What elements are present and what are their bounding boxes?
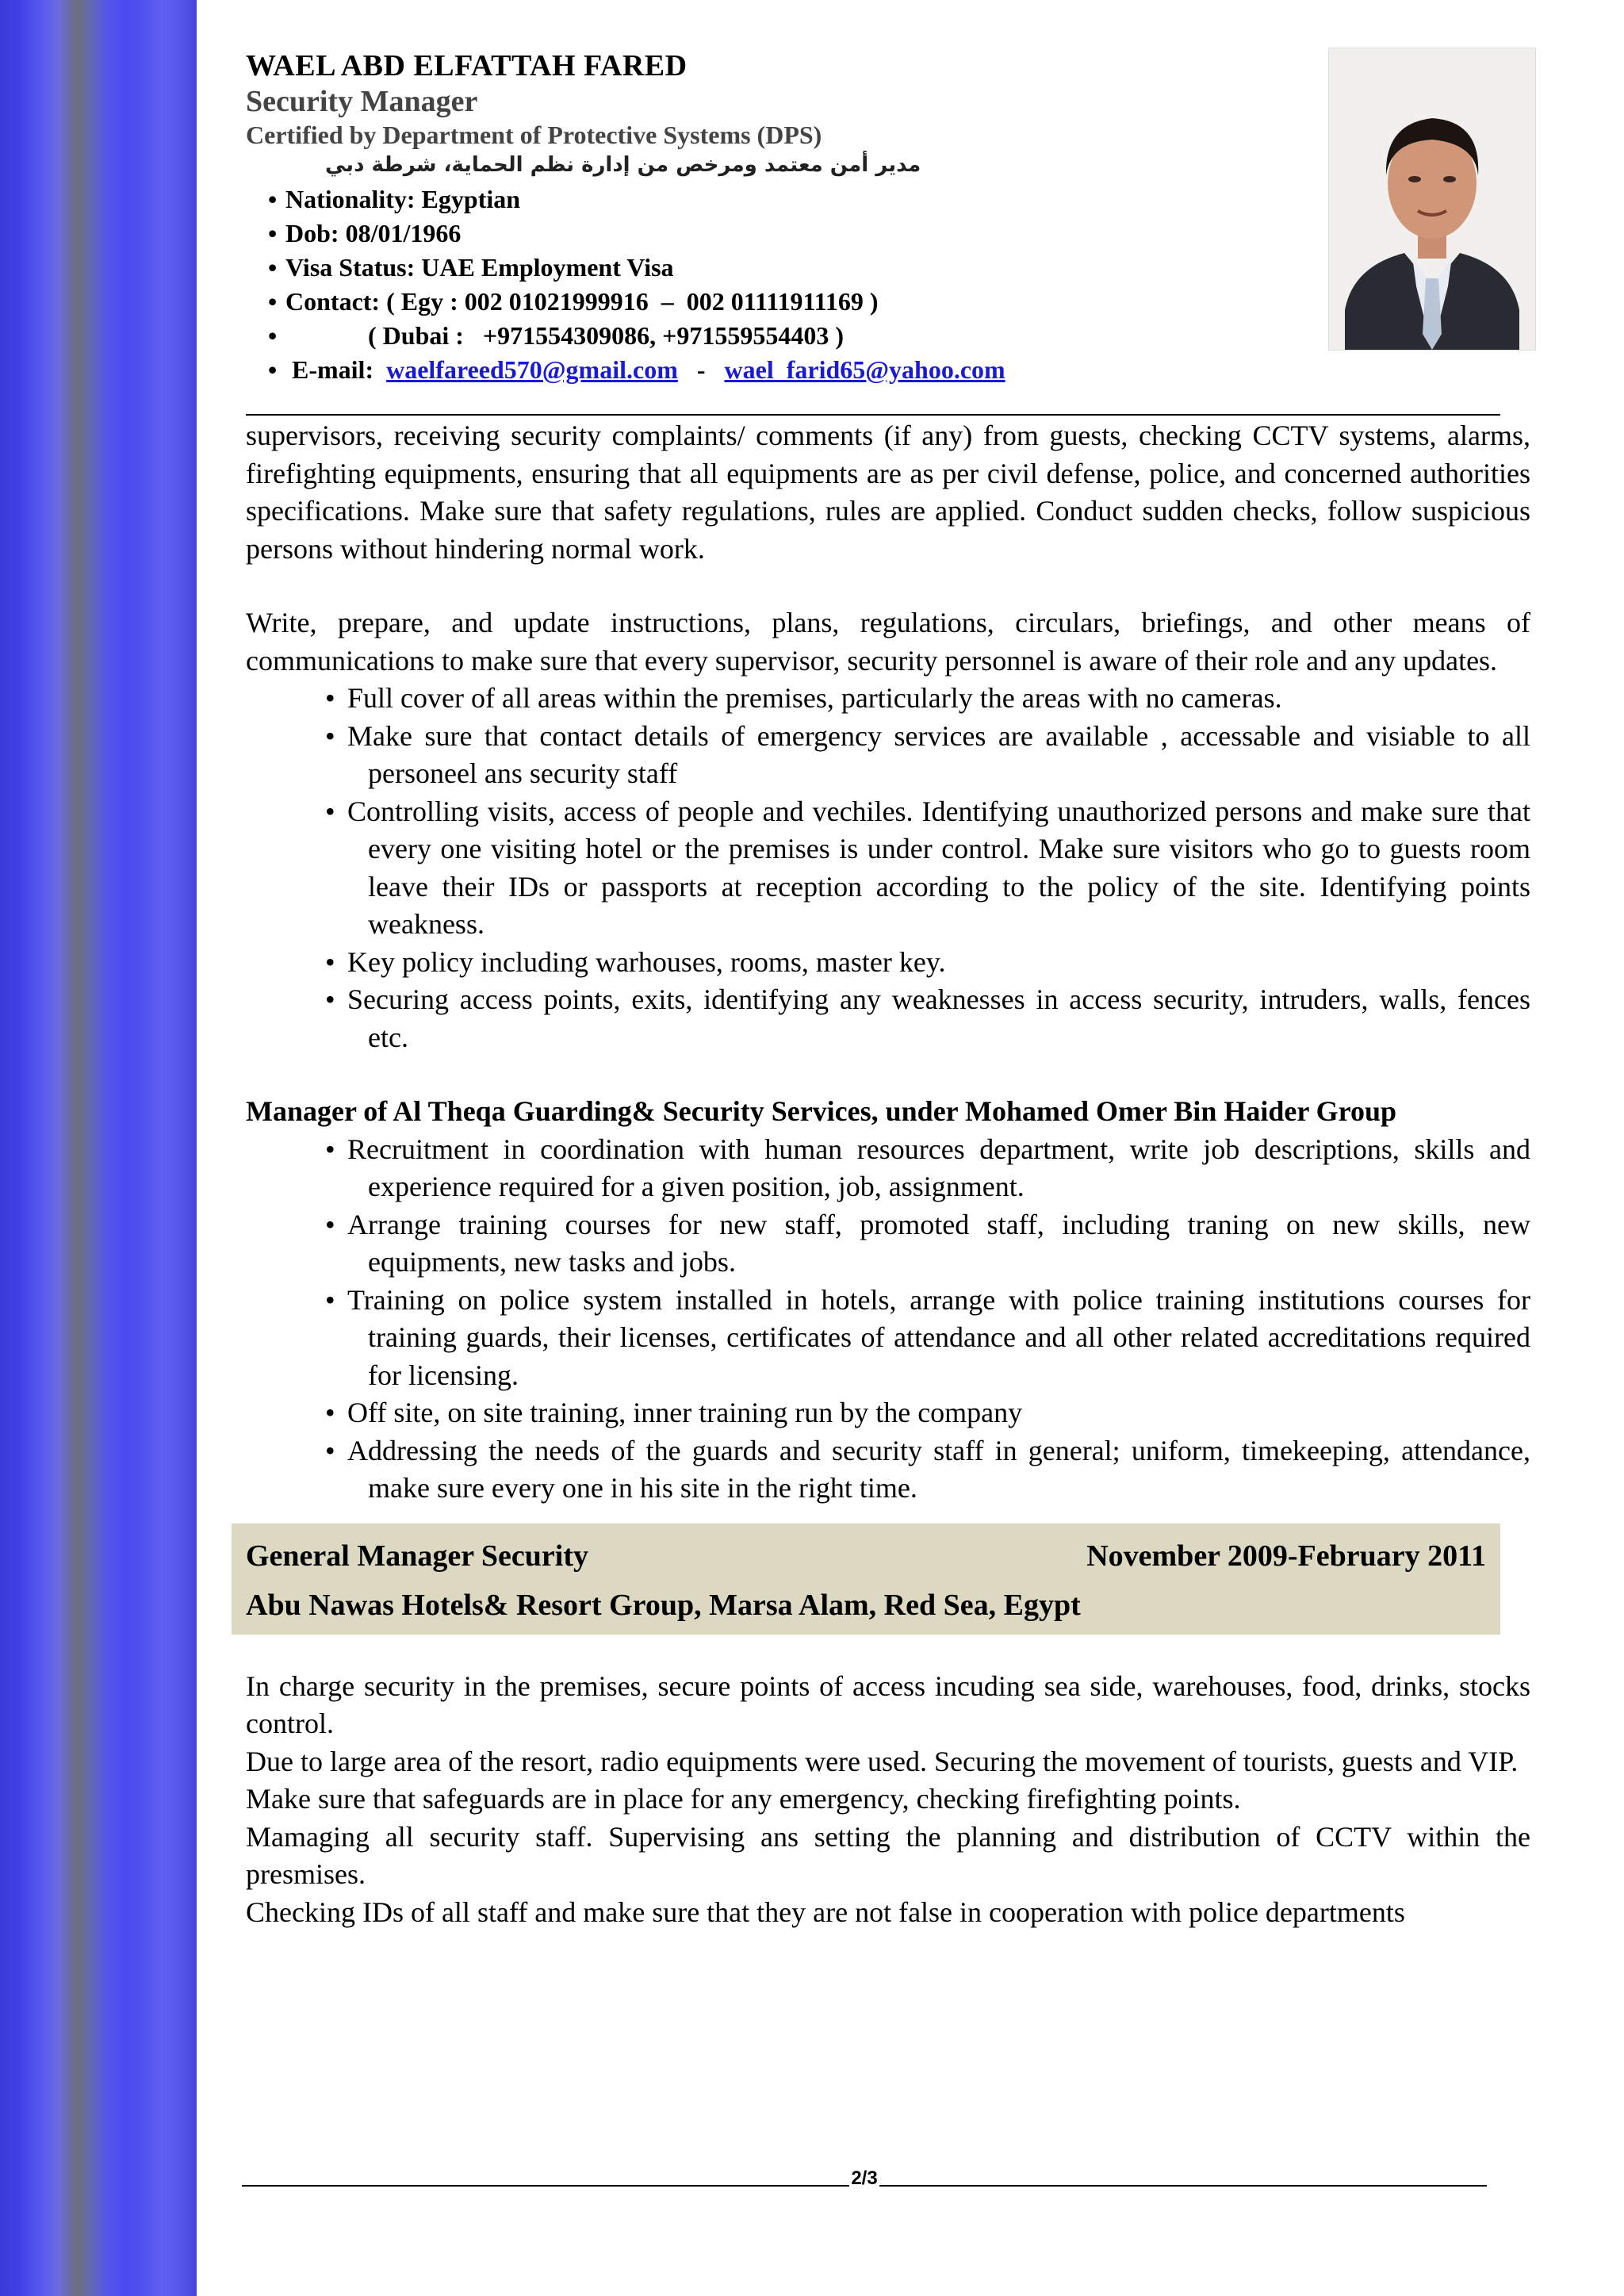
duties-list-2 bbox=[246, 1131, 1530, 1508]
job-title: General Manager Security bbox=[246, 1539, 588, 1573]
page-footer bbox=[242, 2169, 1487, 2188]
job-dates: November 2009-February 2011 bbox=[1086, 1539, 1486, 1573]
info-email bbox=[268, 353, 1530, 387]
decorative-side-band bbox=[0, 0, 197, 2296]
candidate-role: Security Manager bbox=[246, 85, 478, 118]
info-nationality: • Nationality: Egyptian bbox=[268, 182, 1530, 217]
list-item: • Key policy including warhouses, rooms, master key. bbox=[325, 944, 1530, 982]
list-item: • Controlling visits, access of people and vechiles. Identifying unauthorized persons and make sure that every one visiting hotel or the premises is under control. Make sure visitors who go to guests room leave their IDs or passports at reception according to the policy of the site. Identifying points weakness. bbox=[325, 793, 1530, 944]
section-title-al-theqa: Manager of Al Theqa Guarding& Security Services, under Mohamed Omer Bin Haider Group bbox=[246, 1095, 1397, 1127]
resume-page bbox=[246, 48, 1530, 1928]
paragraph-instructions: Write, prepare, and update instructions, plans, regulations, circulars, briefings, and other means of communications to make sure that every supervisor, security personnel is aware of their role and any updates. bbox=[246, 607, 1530, 677]
bullet-icon: • bbox=[325, 1133, 335, 1165]
page-number: 2/3 bbox=[851, 2168, 878, 2189]
job-company: Abu Nawas Hotels& Resort Group, Marsa Alam, Red Sea, Egypt bbox=[246, 1588, 1081, 1622]
bullet-icon: • bbox=[325, 1283, 335, 1316]
duties-list-1 bbox=[246, 680, 1530, 1056]
paragraph-supervisors: supervisors, receiving security complaints/ comments (if any) from guests, checking CCTV systems, alarms, firefighting equipments, ensuring that all equipments are as per civil defense, police, and concerned authorities specifications. Make sure that safety regulations, rules are applied. Conduct sudden checks, follow suspicious persons without hindering normal work. bbox=[246, 420, 1530, 565]
job-paragraph: In charge security in the premises, secure points of access incuding sea side, warehouses, food, drinks, stocks control. bbox=[246, 1669, 1530, 1739]
bullet-icon: • bbox=[325, 682, 335, 714]
bullet-icon: • bbox=[325, 1208, 335, 1240]
email-link-yahoo[interactable]: wael_farid65@yahoo.com bbox=[724, 355, 1005, 384]
arabic-title-line: مدير أمن معتمد ومرخص من إدارة نظم الحماية، شرطة دبي bbox=[325, 153, 921, 177]
profile-photo bbox=[1328, 48, 1536, 351]
list-item: • Arrange training courses for new staff, promoted staff, including traning on new skills, new equipments, new tasks and jobs. bbox=[325, 1206, 1530, 1282]
bullet-icon: • bbox=[325, 795, 335, 827]
list-item: • Training on police system installed in hotels, arrange with police training institutions courses for training guards, their licenses, certificates of attendance and all other related accreditations required for licensing. bbox=[325, 1282, 1530, 1395]
info-visa: • Visa Status: UAE Employment Visa bbox=[268, 251, 1530, 285]
info-contact-egypt: • Contact: ( Egy : 002 01021999916 – 002 01111911169 ) bbox=[268, 285, 1530, 319]
job-paragraph: Make sure that safeguards are in place for any emergency, checking firefighting points. bbox=[246, 1783, 1241, 1815]
profile-photo-illustration bbox=[1329, 48, 1535, 350]
bullet-icon: • bbox=[325, 719, 335, 752]
bullet-icon: • bbox=[325, 1397, 335, 1428]
info-dob: • Dob: 08/01/1966 bbox=[268, 217, 1530, 251]
job-paragraph: Mamaging all security staff. Supervising ans setting the planning and distribution of CCTV within the presmises. bbox=[246, 1820, 1530, 1890]
bullet-icon: • bbox=[325, 1434, 335, 1466]
list-item: • Off site, on site training, inner training run by the company bbox=[325, 1394, 1530, 1432]
list-item: • Addressing the needs of the guards and security staff in general; uniform, timekeeping, attendance, make sure every one in his site in the right time. bbox=[325, 1432, 1530, 1508]
job-header-box bbox=[232, 1524, 1500, 1635]
list-item: • Recruitment in coordination with human resources department, write job descriptions, skills and experience required for a given position, job, assignment. bbox=[325, 1131, 1530, 1206]
email-separator: - bbox=[696, 355, 706, 384]
list-item: • Make sure that contact details of emergency services are available , accessable and visiable to all personeel ans security staff bbox=[325, 718, 1530, 793]
resume-body bbox=[246, 417, 1530, 1931]
info-contact-dubai: • ( Dubai : +971554309086, +971559554403 ) bbox=[268, 319, 1530, 353]
bullet-icon: • bbox=[325, 945, 335, 978]
certification-line: Certified by Department of Protective Systems (DPS) bbox=[246, 121, 822, 149]
list-item: • Securing access points, exits, identifying any weaknesses in access security, intruders, walls, fences etc. bbox=[325, 981, 1530, 1056]
header-divider bbox=[246, 414, 1500, 416]
list-item: • Full cover of all areas within the premises, particularly the areas with no cameras. bbox=[325, 680, 1530, 718]
candidate-name: WAEL ABD ELFATTAH FARED bbox=[246, 49, 688, 82]
footer-rule-right bbox=[879, 2185, 1487, 2187]
email-link-gmail[interactable]: waelfareed570@gmail.com bbox=[386, 355, 678, 384]
job-paragraph: Checking IDs of all staff and make sure that they are not false in cooperation with police departments bbox=[246, 1895, 1405, 1928]
email-label: E-mail: bbox=[285, 355, 374, 384]
resume-header bbox=[246, 48, 1530, 389]
bullet-icon: • bbox=[325, 983, 335, 1015]
footer-rule-left bbox=[242, 2185, 849, 2187]
job-paragraph: Due to large area of the resort, radio equipments were used. Securing the movement of tourists, guests and VIP. bbox=[246, 1745, 1519, 1777]
